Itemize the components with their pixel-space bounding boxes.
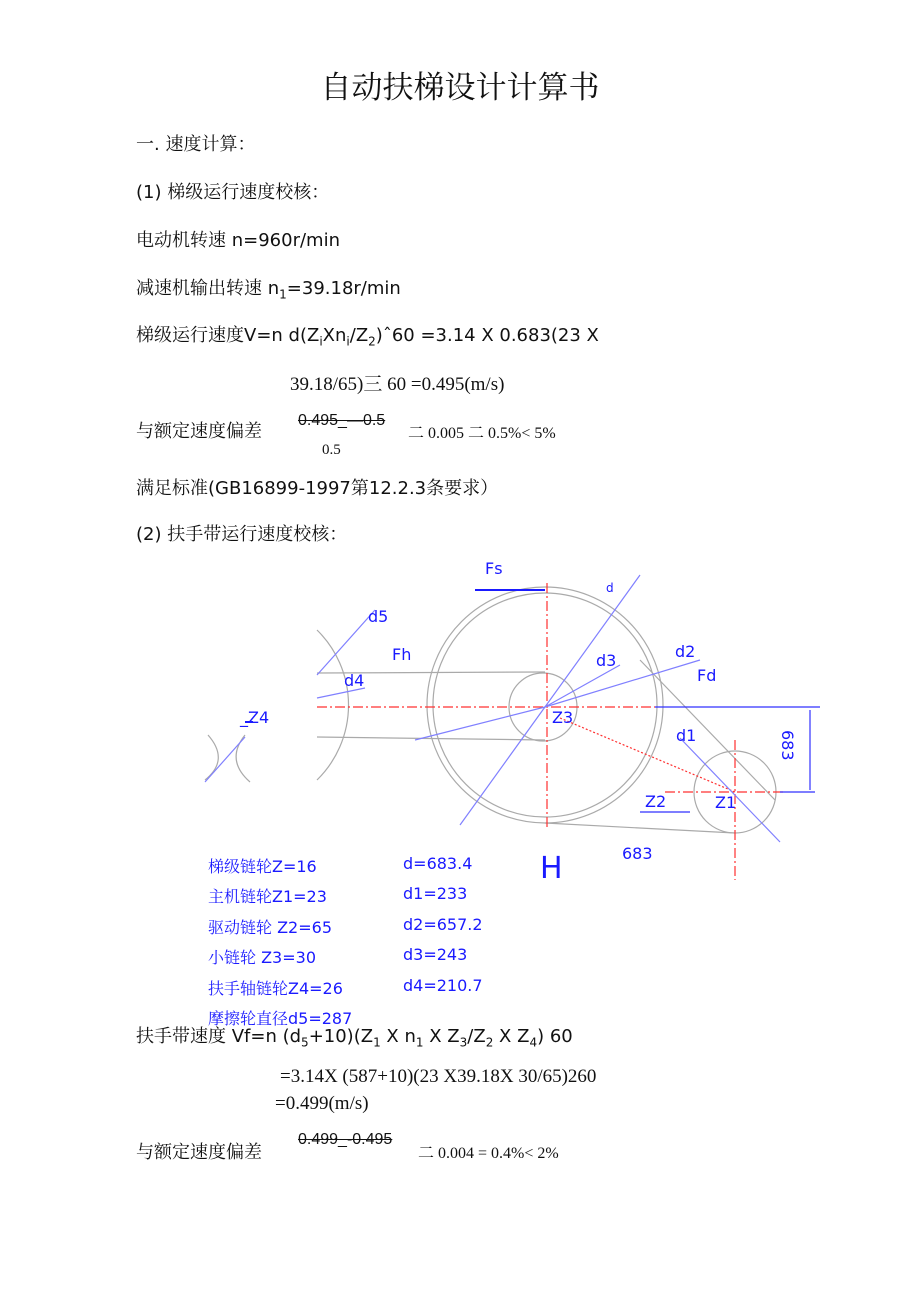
legend-right-2: d2=657.2	[403, 915, 483, 934]
section-heading: 一. 速度计算：	[136, 134, 256, 155]
z4-leader	[205, 737, 245, 782]
reducer-speed: 减速机输出转速 $n_1=39.18r/\min$	[136, 278, 401, 302]
label-d2: d2	[675, 642, 696, 661]
label-d5: d5	[368, 607, 389, 626]
label-z4: _Z4	[240, 708, 270, 727]
legend-right-4: d4=210.7	[403, 976, 483, 995]
deviation-numerator-1: 0.495_—0.5	[298, 412, 386, 429]
legend-left-0: 梯级链轮Z=16	[208, 857, 317, 876]
label-d3: d3	[596, 651, 617, 670]
legend-right-3: d3=243	[403, 945, 468, 964]
label-h: H	[540, 851, 563, 886]
deviation-result-1: 二 0.005 二 0.5%< 5%	[408, 425, 556, 442]
handrail-speed-result: =0.499(m/s)	[275, 1093, 369, 1114]
handrail-speed-calc: =3.14X (587+10)(23 X39.18X 30/65)260	[280, 1066, 597, 1087]
handrail-sprocket-arc	[317, 630, 349, 780]
d-leader	[460, 575, 640, 825]
chain-lower	[545, 823, 735, 833]
label-fh: Fh	[392, 645, 412, 664]
subsection-heading: (1) 梯级运行速度校核：	[136, 182, 330, 203]
step-speed-formula: 梯级运行速度V=n $d(Z_iXn_i/Z_2)ˆ60 =3.14$ X 0.683(23 X	[136, 325, 599, 349]
legend-left-5: 摩擦轮直径d5=287	[208, 1009, 353, 1028]
deviation-denominator-1: 0.5	[322, 442, 341, 458]
label-dim-vertical: 683	[778, 730, 797, 761]
deviation-label-1: 与额定速度偏差	[136, 421, 262, 442]
drive-sprocket-inner	[433, 593, 657, 817]
drive-sprocket-outer	[427, 587, 663, 823]
d5-leader	[317, 610, 375, 675]
label-z3: Z3	[552, 708, 574, 727]
label-fs: Fs	[485, 559, 503, 578]
step-speed-result: 39.18/65)三 60 =0.495(m/s)	[290, 374, 505, 395]
d3-leader	[545, 665, 620, 707]
label-dim-horizontal: 683	[622, 844, 653, 863]
deviation-result-2: 二 0.004 = 0.4%< 2%	[418, 1145, 559, 1162]
subsection-heading-2: (2) 扶手带运行速度校核：	[136, 524, 348, 545]
label-z1: Z1	[715, 793, 737, 812]
legend-left-4: 扶手轴链轮Z4=26	[208, 979, 343, 998]
label-d: d	[606, 581, 614, 595]
label-d4: d4	[344, 671, 365, 690]
label-z2: Z2	[645, 792, 667, 811]
legend-right-0: d=683.4	[403, 854, 473, 873]
deviation-numerator-2: 0.499_-0.495	[298, 1131, 393, 1148]
label-d1: d1	[676, 726, 697, 745]
center-link	[560, 718, 735, 792]
legend-left-1: 主机链轮Z1=23	[208, 887, 327, 906]
handrail-speed-formula: 扶手带速度 Vf=n $(d_5+10)(Z_1$ X $n_1$ X $Z_3/Z_2$ X $Z_4$) 60	[136, 1026, 573, 1050]
legend-right-1: d1=233	[403, 884, 468, 903]
deviation-label-2: 与额定速度偏差	[136, 1142, 262, 1163]
document-title: 自动扶梯设计计算书	[320, 70, 600, 106]
legend-left-2: 驱动链轮 Z2=65	[208, 918, 332, 937]
legend-left-3: 小链轮 Z3=30	[208, 948, 316, 967]
label-fd: Fd	[697, 666, 717, 685]
motor-speed: 电动机转速 n=960r/min	[136, 230, 340, 251]
standard-note: 满足标准(GB16899-1997第12.2.3条要求）	[136, 478, 499, 499]
